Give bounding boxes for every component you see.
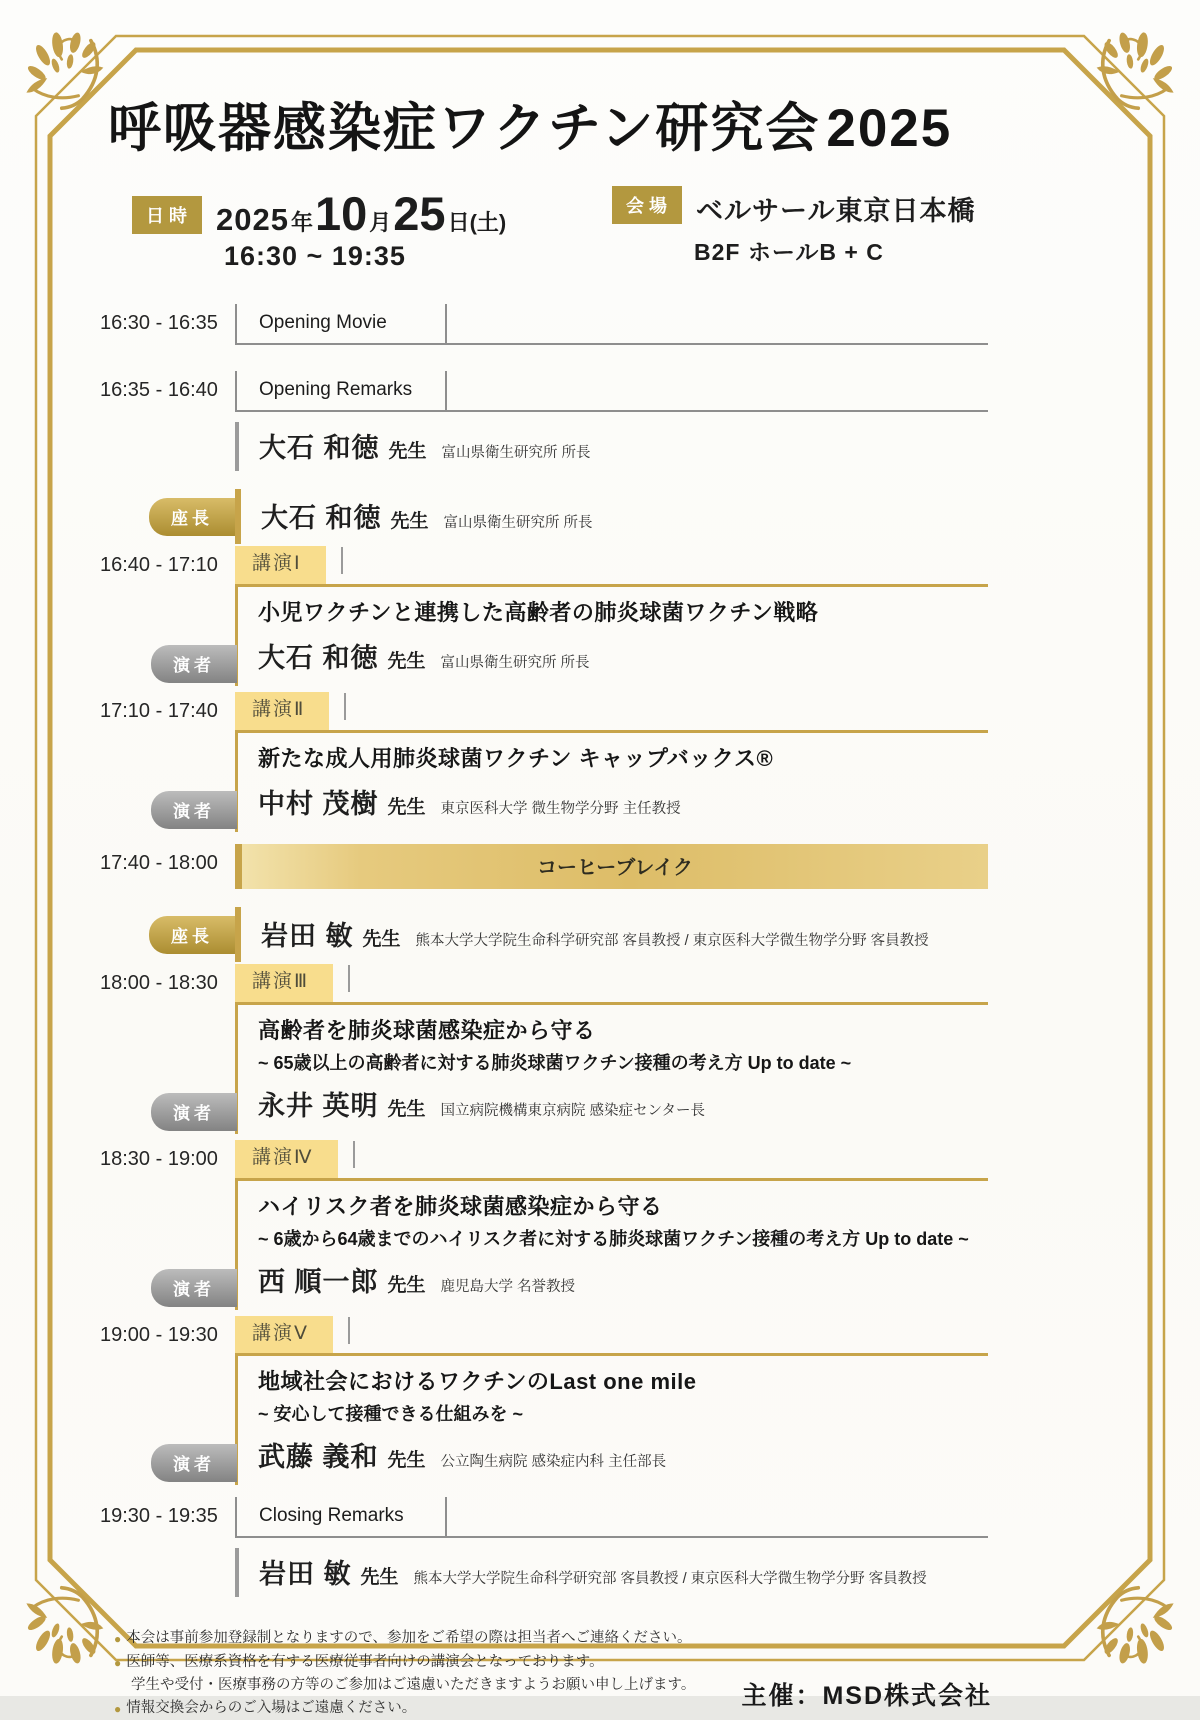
bullet-icon: ● xyxy=(114,1632,122,1647)
coffee-break-bar: コーヒーブレイク xyxy=(235,844,988,889)
bullet-icon: ● xyxy=(114,1702,122,1717)
lecture-2 xyxy=(100,692,988,832)
title-text: 呼吸器感染症ワクチン研究会 xyxy=(108,99,821,158)
footer-note-continuation: 学生や受付・医療事務の方等のご参加はご遠慮いただきますようお願い申し上げます。 xyxy=(131,1676,696,1693)
chair-badge: 座長 xyxy=(149,498,235,536)
lecture-3 xyxy=(100,964,988,1134)
lecture-title: 地域社会におけるワクチンのLast one mile xyxy=(258,1369,697,1395)
speaker: 演者 大石 和徳 先生 富山県衛生研究所 所長 xyxy=(258,636,988,675)
event-info xyxy=(100,186,988,272)
speaker: 演者 武藤 義和 先生 公立陶生病院 感染症内科 主任部長 xyxy=(258,1435,988,1474)
divider xyxy=(353,1141,355,1168)
session-time: 18:00 - 18:30 xyxy=(100,971,218,994)
corner-ornament-top-right xyxy=(1080,24,1184,128)
date-info xyxy=(100,186,602,272)
coffee-break xyxy=(100,844,988,889)
lecture-title: ハイリスク者を肺炎球菌感染症から守る xyxy=(258,1193,663,1219)
speaker: 演者 永井 英明 先生 国立病院機構東京病院 感染症センター長 xyxy=(258,1084,988,1123)
venue-label-badge: 会場 xyxy=(612,186,682,224)
session-closing-remarks xyxy=(100,1497,988,1597)
lecture-badge: 講演Ⅳ xyxy=(235,1140,338,1178)
session-time: 17:10 - 17:40 xyxy=(100,699,218,722)
session-opening-movie xyxy=(100,304,988,345)
session-time: 16:40 - 17:10 xyxy=(100,554,218,576)
session-label: Opening Movie xyxy=(235,304,447,343)
organizer: 主催：MSD株式会社 xyxy=(741,1682,992,1711)
speaker-badge: 演者 xyxy=(151,1093,237,1131)
chair: 座長 大石 和徳 先生 富山県衛生研究所 所長 xyxy=(235,489,988,544)
lecture-4 xyxy=(100,1140,988,1310)
session-time: 16:30 - 16:35 xyxy=(100,312,218,334)
date-label-badge: 日時 xyxy=(132,196,202,234)
lecture-badge: 講演Ⅱ xyxy=(235,692,329,730)
speaker: 演者 中村 茂樹 先生 東京医科大学 微生物学分野 主任教授 xyxy=(258,782,988,821)
speaker: 大石 和徳 先生 富山県衛生研究所 所長 xyxy=(235,422,988,471)
speaker: 演者 西 順一郎 先生 鹿児島大学 名誉教授 xyxy=(258,1260,988,1299)
lecture-badge: 講演Ⅲ xyxy=(235,964,333,1002)
session-time: 17:40 - 18:00 xyxy=(100,851,218,874)
session-opening-remarks xyxy=(100,371,988,471)
footer-note: ● 本会は事前参加登録制となりますので、参加をご希望の際は担当者へご連絡ください。 xyxy=(114,1627,988,1650)
lecture-badge: 講演Ⅴ xyxy=(235,1316,333,1354)
lecture-subtitle: ~ 65歳以上の高齢者に対する肺炎球菌ワクチン接種の考え方 Up to date ~ xyxy=(258,1052,852,1073)
lecture-subtitle: ~ 安心して接種できる仕組みを ~ xyxy=(258,1404,524,1425)
divider xyxy=(348,1317,350,1344)
lecture-5 xyxy=(100,1316,988,1486)
page-title xyxy=(108,86,988,162)
speaker-badge: 演者 xyxy=(151,1444,237,1482)
venue-info xyxy=(602,186,975,272)
footer xyxy=(100,1627,992,1720)
title-year: 2025 xyxy=(826,99,953,158)
divider xyxy=(348,965,350,992)
session-label: Opening Remarks xyxy=(235,371,447,410)
venue-hall: B2F ホールB + C xyxy=(694,239,884,265)
lecture-1 xyxy=(100,546,988,686)
speaker-badge: 演者 xyxy=(151,791,237,829)
event-time-range: 16:30 ~ 19:35 xyxy=(224,241,406,271)
chair-row xyxy=(100,907,988,962)
footer-note: ● 情報交換会からのご入場はご遠慮ください。 xyxy=(114,1697,988,1720)
speaker-badge: 演者 xyxy=(151,1269,237,1307)
session-label: Closing Remarks xyxy=(235,1497,447,1536)
speaker: 岩田 敏 先生 熊本大学大学院生命科学研究部 客員教授 / 東京医科大学微生物学分野 客員教授 xyxy=(235,1548,988,1597)
event-date: 2025年10月25日(土) xyxy=(216,187,507,240)
session-time: 16:35 - 16:40 xyxy=(100,379,218,401)
corner-ornament-bottom-right xyxy=(1080,1568,1184,1672)
lecture-subtitle: ~ 6歳から64歳までのハイリスク者に対する肺炎球菌ワクチン接種の考え方 Up to date ~ xyxy=(258,1228,969,1249)
lecture-title: 新たな成人用肺炎球菌ワクチン キャップバックス® xyxy=(258,745,774,771)
session-time: 18:30 - 19:00 xyxy=(100,1147,218,1170)
lecture-title: 高齢者を肺炎球菌感染症から守る xyxy=(258,1017,596,1043)
program-schedule xyxy=(100,304,988,1597)
venue-name: ベルサール東京日本橋 xyxy=(696,196,976,226)
divider xyxy=(341,547,343,574)
lecture-title: 小児ワクチンと連携した高齢者の肺炎球菌ワクチン戦略 xyxy=(258,599,819,625)
bullet-icon: ● xyxy=(114,1655,122,1670)
session-time: 19:30 - 19:35 xyxy=(100,1505,218,1528)
chair-row xyxy=(100,489,988,544)
chair-badge: 座長 xyxy=(149,916,235,954)
divider xyxy=(344,693,346,720)
chair: 座長 岩田 敏 先生 熊本大学大学院生命科学研究部 客員教授 / 東京医科大学微生物学分野 客員教授 xyxy=(235,907,988,962)
lecture-badge: 講演Ⅰ xyxy=(235,546,326,584)
session-time: 19:00 - 19:30 xyxy=(100,1323,218,1346)
footer-note: ● 医師等、医療系資格を有する医療従事者向けの講演会となっております。 xyxy=(114,1651,988,1674)
speaker-badge: 演者 xyxy=(151,645,237,683)
